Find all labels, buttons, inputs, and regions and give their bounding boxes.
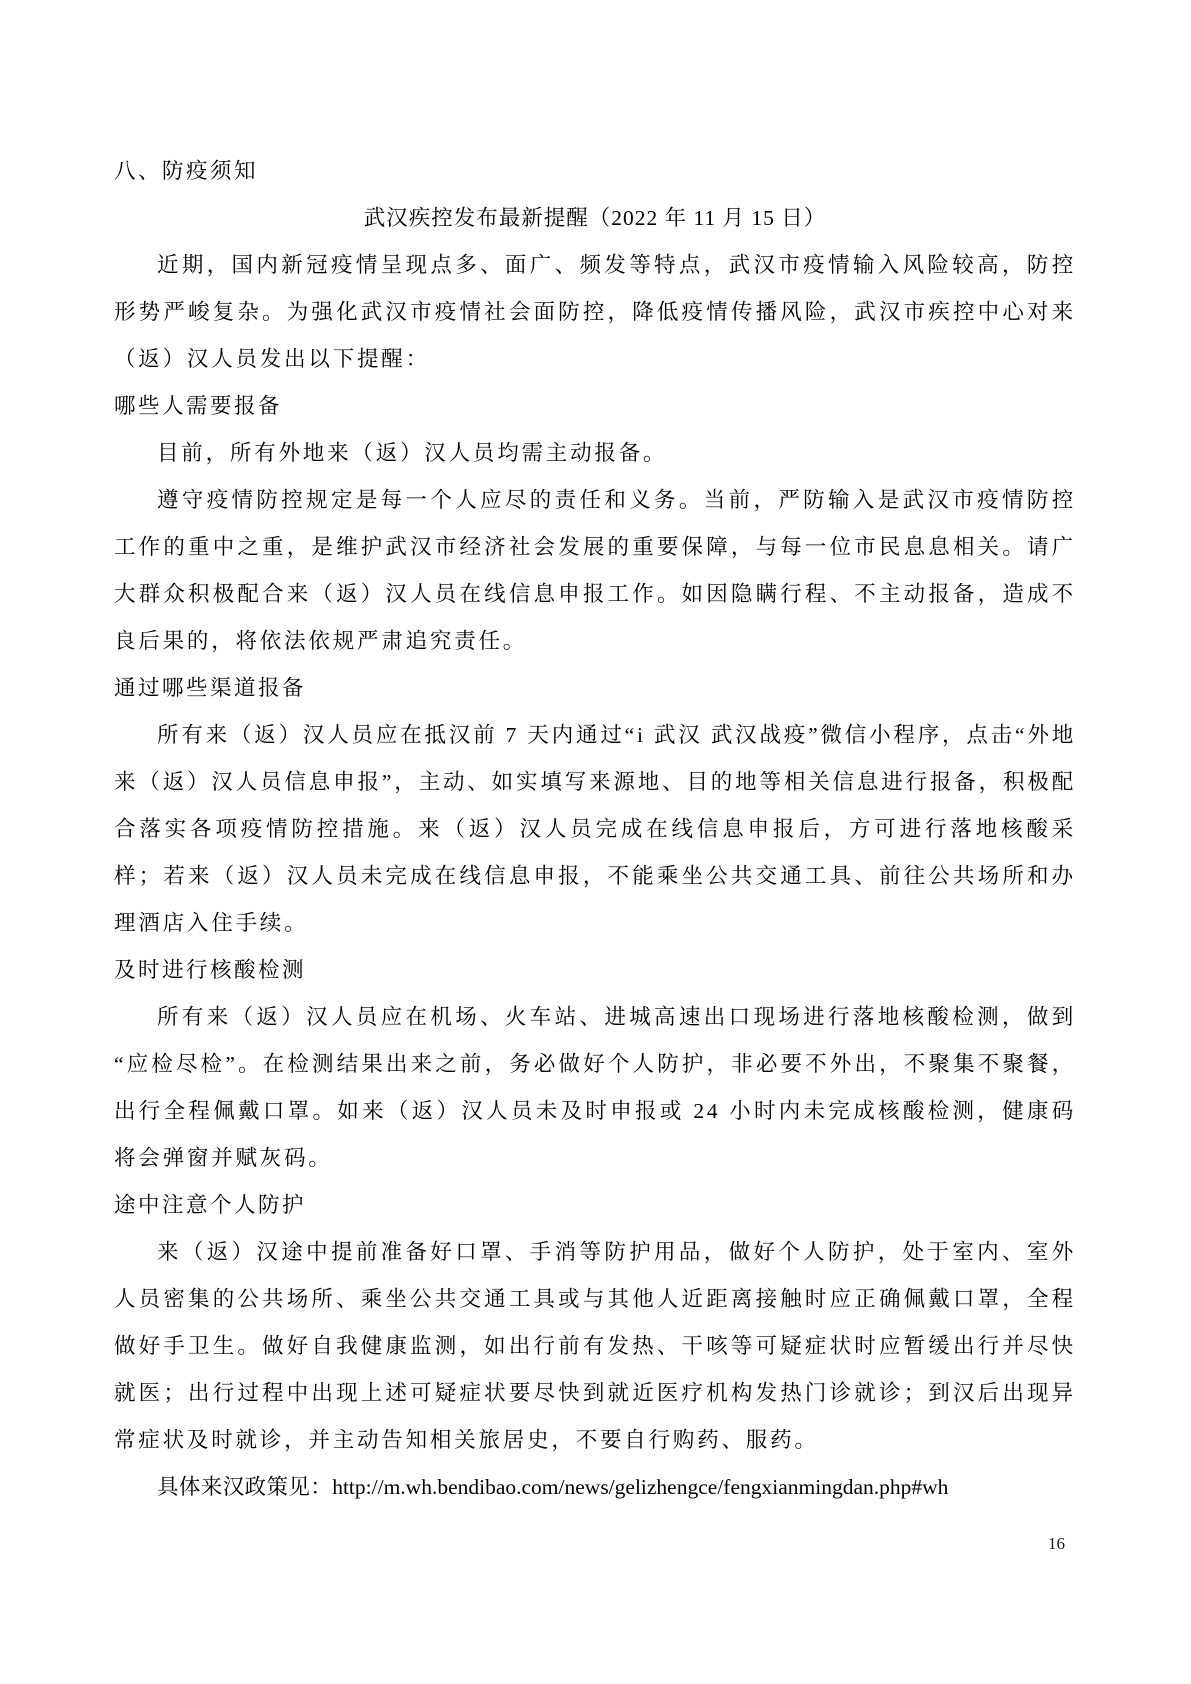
document-content [114,148,1076,1511]
section-heading: 八、防疫须知 [114,159,259,183]
page-number: 16 [1048,1534,1065,1553]
subheading-report-channels: 通过哪些渠道报备 [114,676,307,700]
policy-link-url[interactable]: http://m.wh.bendibao.com/news/gelizhengce/fengxianmingdan.php#wh [332,1475,949,1499]
paragraph-report-requirement: 目前，所有外地来（返）汉人员均需主动报备。 [157,441,668,465]
subheading-who-must-report: 哪些人需要报备 [114,394,283,418]
policy-link-label: 具体来汉政策见： [157,1475,333,1499]
paragraph-nucleic-acid-test: 所有来（返）汉人员应在机场、火车站、进城高速出口现场进行落地核酸检测，做到“应检尽检”。在检测结果出来之前，务必做好个人防护，非必要不外出，不聚集不聚餐，出行全程佩戴口罩。如来（返）汉人员未及时申报或 24 小时内未完成核酸检测，健康码将会弹窗并赋灰码。 [114,1005,1076,1170]
paragraph-report-channels: 所有来（返）汉人员应在抵汉前 7 天内通过“i 武汉 武汉战疫”微信小程序，点击“外地来（返）汉人员信息申报”，主动、如实填写来源地、目的地等相关信息进行报备，积极配合落实各项疫情防控措施。来（返）汉人员完成在线信息申报后，方可进行落地核酸采样；若来（返）汉人员未完成在线信息申报，不能乘坐公共交通工具、前往公共场所和办理酒店入住手续。 [114,723,1076,935]
subheading-nucleic-acid-test: 及时进行核酸检测 [114,958,307,982]
intro-paragraph: 近期，国内新冠疫情呈现点多、面广、频发等特点，武汉市疫情输入风险较高，防控形势严峻复杂。为强化武汉市疫情社会面防控，降低疫情传播风险，武汉市疾控中心对来（返）汉人员发出以下提醒： [114,253,1076,371]
policy-link-paragraph [114,1464,1076,1511]
subheading-personal-protection: 途中注意个人防护 [114,1193,307,1217]
paragraph-personal-protection: 来（返）汉途中提前准备好口罩、手消等防护用品，做好个人防护，处于室内、室外人员密集的公共场所、乘坐公共交通工具或与其他人近距离接触时应正确佩戴口罩，全程做好手卫生。做好自我健康监测，如出行前有发热、干咳等可疑症状时应暂缓出行并尽快就医；出行过程中出现上述可疑症状要尽快到就近医疗机构发热门诊就诊；到汉后出现异常症状及时就诊，并主动告知相关旅居史，不要自行购药、服药。 [114,1240,1076,1452]
paragraph-report-responsibility: 遵守疫情防控规定是每一个人应尽的责任和义务。当前，严防输入是武汉市疫情防控工作的重中之重，是维护武汉市经济社会发展的重要保障，与每一位市民息息相关。请广大群众积极配合来（返）汉人员在线信息申报工作。如因隐瞒行程、不主动报备，造成不良后果的，将依法依规严肃追究责任。 [114,488,1076,653]
notice-title: 武汉疾控发布最新提醒（2022 年 11 月 15 日） [363,206,827,230]
